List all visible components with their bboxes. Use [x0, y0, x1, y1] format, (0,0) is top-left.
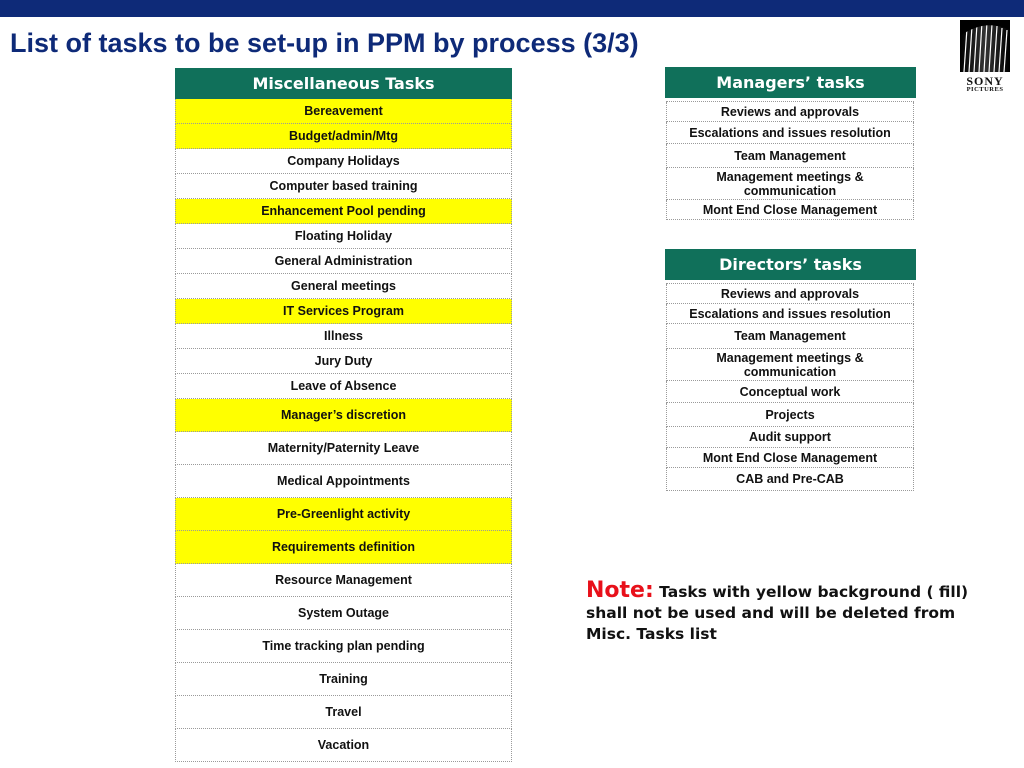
directors-task-row [666, 427, 914, 448]
misc-task-row [175, 324, 512, 349]
misc-task-row [175, 465, 512, 498]
misc-task-row-label: Training [319, 672, 368, 686]
misc-task-row-label: Computer based training [269, 179, 418, 193]
misc-task-row [175, 498, 512, 531]
directors-task-row-label: Management meetings & communication [716, 350, 864, 379]
managers-task-row [666, 168, 914, 200]
directors-tasks-header: Directors’ tasks [665, 249, 916, 280]
misc-task-row-label: Leave of Absence [290, 379, 397, 393]
sony-pictures-logo [958, 16, 1012, 96]
misc-task-row-label: General meetings [291, 279, 396, 293]
misc-task-row [175, 274, 512, 299]
directors-task-row-label: Audit support [749, 430, 831, 444]
directors-task-row-label: Conceptual work [739, 384, 841, 399]
managers-task-row [666, 102, 914, 122]
managers-task-row-label: Management meetings & communication [716, 169, 864, 198]
misc-task-row [175, 399, 512, 432]
misc-task-row-label: Floating Holiday [294, 229, 393, 243]
directors-task-row-label: Escalations and issues resolution [689, 306, 891, 321]
misc-task-row [175, 374, 512, 399]
managers-task-row [666, 144, 914, 168]
directors-task-row-label: Reviews and approvals [720, 286, 860, 301]
misc-task-row-label: IT Services Program [283, 304, 404, 318]
managers-tasks-header: Managers’ tasks [665, 67, 916, 98]
directors-task-row-label: Projects [765, 407, 815, 422]
managers-task-row [666, 200, 914, 220]
misc-task-row-label: Illness [324, 329, 363, 343]
directors-task-row [666, 284, 914, 304]
note-label: Note: [586, 578, 654, 603]
misc-tasks-table [175, 68, 512, 762]
logo-emblem-icon [958, 16, 1012, 74]
directors-task-row [666, 349, 914, 381]
managers-task-row [666, 122, 914, 144]
misc-task-row [175, 696, 512, 729]
misc-task-row [175, 630, 512, 663]
managers-tasks-rows [666, 101, 914, 220]
misc-tasks-header: Miscellaneous Tasks [175, 68, 512, 99]
managers-task-row-label: Mont End Close Management [702, 202, 878, 217]
misc-task-row-label: Travel [325, 705, 362, 719]
misc-task-row [175, 199, 512, 224]
misc-task-row [175, 124, 512, 149]
misc-task-row-label: Time tracking plan pending [262, 639, 425, 653]
misc-task-row [175, 729, 512, 762]
misc-task-row-label: Resource Management [275, 573, 412, 587]
directors-task-row [666, 468, 914, 491]
misc-task-row-label: Enhancement Pool pending [261, 204, 426, 218]
misc-task-row [175, 249, 512, 274]
directors-task-row-label: CAB and Pre-CAB [736, 472, 844, 486]
directors-task-row-label: Mont End Close Management [702, 450, 878, 465]
directors-task-row-label: Team Management [734, 329, 846, 343]
directors-task-row [666, 403, 914, 427]
note-block [586, 580, 986, 645]
slide-title: List of tasks to be set-up in PPM by process (3/3) [10, 28, 639, 58]
misc-task-row [175, 349, 512, 374]
misc-task-row-label: Company Holidays [287, 154, 400, 168]
directors-task-row [666, 304, 914, 324]
misc-task-row-label: Budget/admin/Mtg [288, 129, 398, 143]
managers-task-row-label: Team Management [734, 148, 846, 163]
misc-task-row-label: Requirements definition [271, 540, 416, 554]
note-text: Tasks with yellow background ( fill) shall not be used and will be deleted from Misc. Tasks list [586, 583, 969, 643]
misc-task-row [175, 663, 512, 696]
misc-task-row-label: System Outage [297, 606, 389, 620]
top-bar [0, 0, 1024, 17]
directors-tasks-table [665, 249, 916, 491]
misc-task-row-label: Medical Appointments [277, 474, 410, 488]
managers-task-row-label: Reviews and approvals [720, 104, 860, 119]
misc-task-row-label: Vacation [317, 738, 370, 752]
managers-tasks-table [665, 67, 916, 220]
directors-tasks-rows [666, 283, 914, 491]
misc-task-row [175, 224, 512, 249]
misc-task-row-label: Pre-Greenlight activity [276, 507, 411, 521]
directors-task-row [666, 381, 914, 403]
misc-task-row [175, 174, 512, 199]
managers-task-row-label: Escalations and issues resolution [689, 125, 891, 140]
misc-task-row [175, 531, 512, 564]
directors-task-row [666, 448, 914, 468]
misc-task-row [175, 564, 512, 597]
misc-task-row [175, 299, 512, 324]
misc-tasks-rows [175, 99, 512, 762]
misc-task-row-label: Manager’s discretion [280, 408, 407, 422]
misc-task-row [175, 432, 512, 465]
logo-brand: SONY [966, 74, 1004, 88]
misc-task-row-label: Maternity/Paternity Leave [267, 441, 420, 455]
misc-task-row-label: Jury Duty [314, 354, 373, 368]
misc-task-row [175, 149, 512, 174]
misc-task-row [175, 99, 512, 124]
misc-task-row-label: General Administration [274, 254, 413, 268]
logo-sub: PICTURES [966, 86, 1004, 93]
misc-task-row-label: Bereavement [304, 104, 383, 118]
directors-task-row [666, 324, 914, 349]
misc-task-row [175, 597, 512, 630]
